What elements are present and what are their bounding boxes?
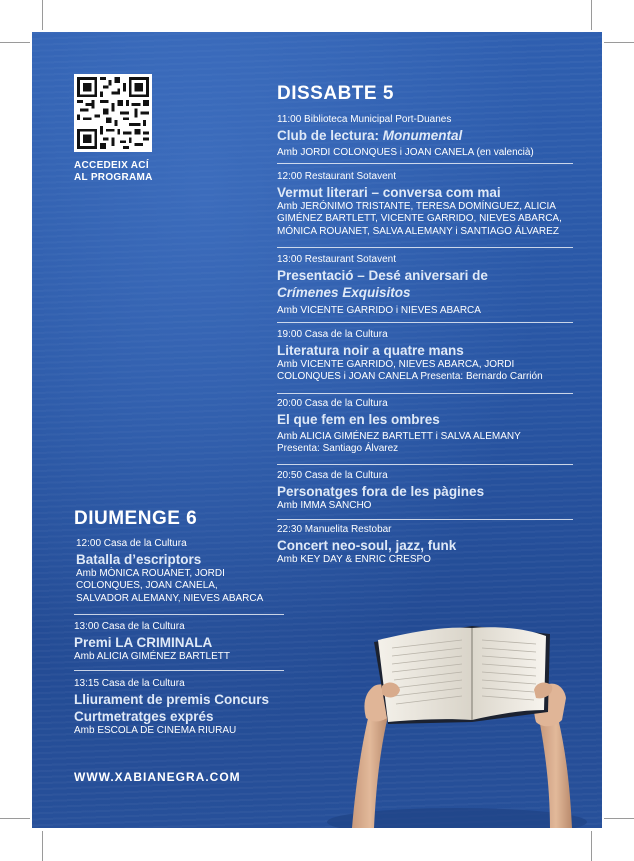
event-time: 11:00 Biblioteca Municipal Port-Duanes — [277, 114, 452, 125]
crop-mark — [604, 42, 634, 43]
event-title: Batalla d’escriptors — [76, 551, 202, 567]
event-title: Presentació – Desé aniversari de — [277, 267, 488, 283]
event-title-text: Club de lectura: — [277, 127, 383, 143]
event-people: Amb ALICIA GIMÉNEZ BARTLETT — [74, 650, 230, 662]
crop-mark — [0, 42, 30, 43]
event-title: Premi LA CRIMINALA — [74, 634, 213, 650]
event-title: Personatges fora de les pàgines — [277, 483, 485, 499]
event-time: 20:00 Casa de la Cultura — [277, 398, 388, 409]
qr-code-icon — [77, 77, 149, 149]
event-title-italic: Crímenes Exquisitos — [277, 284, 411, 300]
divider — [277, 247, 573, 248]
event-title: Concert neo-soul, jazz, funk — [277, 537, 457, 553]
event-saturday-2 — [277, 171, 562, 238]
sunday-title: DIUMENGE 6 — [74, 508, 198, 529]
crop-mark — [0, 818, 30, 819]
event-title: Literatura noir a quatre mans — [277, 342, 464, 358]
crop-mark — [604, 818, 634, 819]
crop-mark — [42, 0, 43, 30]
event-people: Amb VICENTE GARRIDO i NIEVES ABARCA — [277, 304, 481, 316]
event-people: COLONQUES, JOAN CANELA, — [76, 580, 218, 591]
event-time: 19:00 Casa de la Cultura — [277, 329, 388, 340]
divider — [74, 670, 284, 671]
event-time: 13:00 Casa de la Cultura — [74, 621, 185, 632]
event-sunday-2 — [74, 621, 230, 663]
qr-caption — [74, 160, 194, 184]
saturday-title: DISSABTE 5 — [277, 83, 394, 104]
event-title-italic: Monumental — [382, 127, 463, 143]
event-people: MÓNICA ROUANET, SALVA ALEMANY i SANTIAGO ÁLVAREZ — [277, 225, 559, 237]
event-saturday-4 — [277, 329, 543, 384]
event-title: Lliurament de premis Concurs — [74, 691, 270, 707]
qr-caption-line: ACCEDEIX ACÍ — [74, 160, 149, 171]
divider — [277, 322, 573, 323]
divider — [277, 163, 573, 164]
event-sunday-1 — [76, 538, 263, 605]
divider — [277, 393, 573, 394]
event-sunday-3 — [74, 678, 269, 737]
book-hands-illustration — [322, 582, 602, 828]
event-time: 13:00 Restaurant Sotavent — [277, 254, 396, 265]
crop-mark — [42, 831, 43, 861]
event-time: 12:00 Casa de la Cultura — [76, 538, 187, 549]
event-people: GIMÉNEZ BARTLETT, VICENTE GARRIDO, NIEVES ABARCA, — [277, 213, 562, 224]
event-people: Amb JORDI COLONQUES i JOAN CANELA (en valencià) — [277, 146, 534, 158]
event-saturday-1 — [277, 114, 534, 159]
qr-caption-line: AL PROGRAMA — [74, 172, 153, 183]
event-title-line2: Curtmetratges exprés — [74, 708, 214, 724]
event-people: Amb JERÓNIMO TRISTANTE, TERESA DOMÍNGUEZ, ALICIA — [277, 200, 556, 212]
event-title: Vermut literari – conversa com mai — [277, 184, 501, 200]
event-people: Amb MÒNICA ROUANET, JORDI — [76, 567, 225, 579]
event-title — [277, 127, 534, 144]
event-people: Amb VICENTE GARRIDO, NIEVES ABARCA, JORDI — [277, 358, 515, 370]
event-saturday-6 — [277, 470, 484, 512]
crop-mark — [591, 831, 592, 861]
divider — [74, 614, 284, 615]
event-people: Amb KEY DAY & ENRIC CRESPO — [277, 553, 431, 565]
event-people: Amb ALICIA GIMÉNEZ BARTLETT i SALVA ALEMANY — [277, 430, 521, 442]
event-saturday-3 — [277, 254, 488, 317]
event-time: 12:00 Restaurant Sotavent — [277, 171, 396, 182]
divider — [277, 519, 573, 520]
event-people: Presenta: Santiago Álvarez — [277, 443, 399, 454]
event-time: 13:15 Casa de la Cultura — [74, 678, 185, 689]
event-title: El que fem en les ombres — [277, 411, 440, 427]
event-people: COLONQUES i JOAN CANELA Presenta: Bernardo Carrión — [277, 371, 543, 382]
event-people: Amb ESCOLA DE CINEMA RIURAU — [74, 724, 237, 736]
divider — [277, 464, 573, 465]
event-people: Amb IMMA SANCHO — [277, 499, 372, 511]
crop-mark — [591, 0, 592, 30]
event-time: 20:50 Casa de la Cultura — [277, 470, 388, 481]
event-people: SALVADOR ALEMANY, NIEVES ABARCA — [76, 592, 264, 604]
poster — [32, 32, 602, 828]
event-saturday-5 — [277, 398, 521, 456]
qr-code[interactable] — [74, 74, 152, 152]
event-time: 22:30 Manuelita Restobar — [277, 524, 392, 535]
website-link[interactable]: WWW.XABIANEGRA.COM — [74, 770, 241, 784]
event-saturday-7 — [277, 524, 456, 566]
